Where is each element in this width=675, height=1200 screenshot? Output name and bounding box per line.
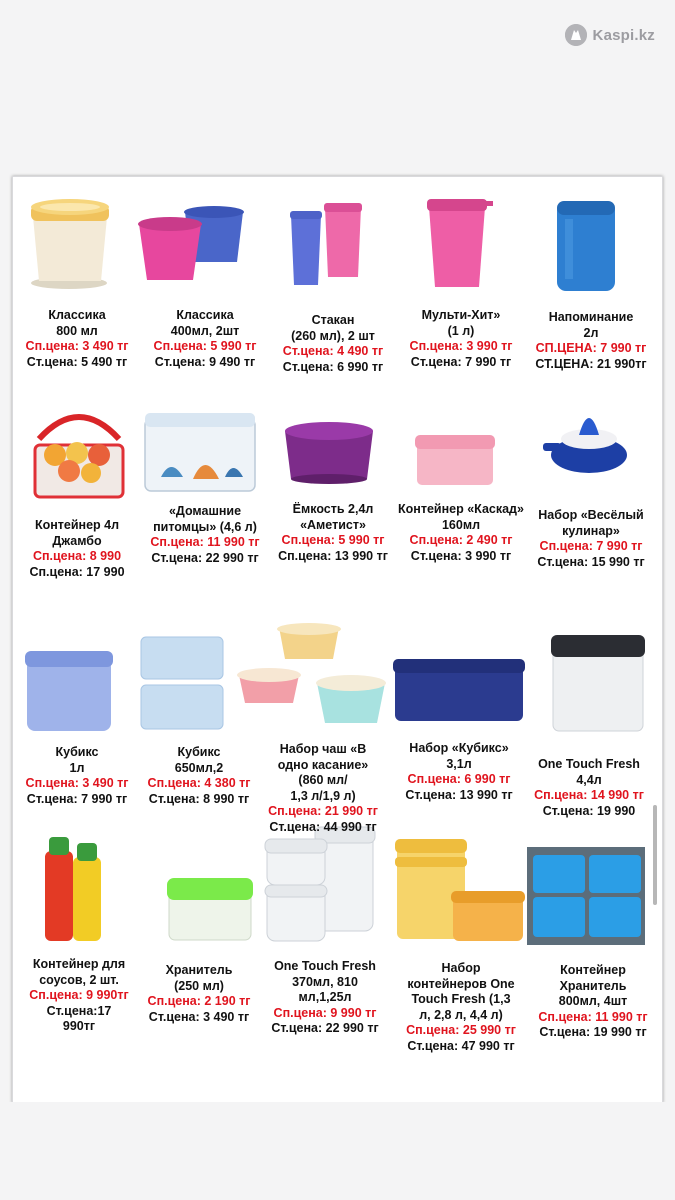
product-card-19[interactable]: [397, 961, 525, 1054]
standard-price: Ст.цена: 13 990 тг: [405, 787, 513, 802]
product-size: (250 мл): [174, 978, 224, 993]
product-size-2: л, 2,8 л, 4,4 л): [419, 1007, 503, 1022]
product-name: Стакан: [311, 313, 355, 327]
product-name: Контейнер 4л: [34, 518, 120, 532]
sauce-bottles-icon: [41, 833, 107, 945]
product-name: Ёмкость 2,4л: [292, 502, 374, 516]
product-size: 4,4л: [576, 772, 602, 787]
special-price: Сп.цена: 21 990 тг: [268, 804, 378, 818]
canister-icon: [551, 195, 621, 295]
product-size: 400мл, 2шт: [170, 323, 240, 338]
product-size: 800 мл: [56, 323, 98, 338]
product-name: Набор чаш «В: [279, 742, 367, 756]
bottom-area: [0, 1102, 675, 1200]
scrollbar[interactable]: [653, 805, 657, 905]
special-price: Сп.цена: 3 490 тг: [25, 339, 129, 353]
standard-price: Ст.цена: 19 990 тг: [539, 1025, 647, 1039]
product-card-7[interactable]: [141, 504, 269, 566]
special-price: Сп.цена: 4 380 тг: [147, 776, 251, 790]
special-price: Сп.цена: 9 990тг: [29, 988, 129, 1002]
product-name-2: контейнеров One: [407, 976, 515, 991]
standard-price: СТ.ЦЕНА: 21 990тг: [535, 356, 647, 371]
product-name: Напоминание: [548, 310, 634, 324]
standard-price: Ст.цена: 8 990 тг: [148, 791, 250, 806]
pets-box-icon: [141, 407, 259, 495]
product-card-12[interactable]: [135, 745, 263, 807]
product-size: питомцы» (4,6 л): [153, 519, 257, 534]
special-price: Сп.цена: 14 990 тг: [534, 788, 644, 802]
product-card-10[interactable]: [527, 508, 655, 570]
standard-price: Ст.цена: 6 990 тг: [282, 359, 384, 374]
product-card-5[interactable]: [527, 310, 655, 372]
purple-bowl-icon: [279, 417, 379, 487]
product-card-17[interactable]: [135, 963, 263, 1025]
tall-cup-icon: [423, 193, 498, 293]
product-name: Классика: [176, 308, 234, 322]
special-price: Сп.цена: 7 990 тг: [539, 539, 643, 553]
special-price: Сп.цена: 6 990 тг: [407, 772, 511, 786]
product-card-2[interactable]: [141, 308, 269, 370]
product-name-2: Хранитель: [559, 978, 627, 993]
product-card-20[interactable]: [529, 963, 657, 1041]
two-boxes-icon: [137, 633, 227, 733]
product-size: 160мл: [441, 517, 481, 532]
product-name: Контейнер «Каскад»: [398, 502, 524, 516]
product-size: 800мл, 4шт: [558, 994, 628, 1008]
product-name: Контейнер для: [32, 957, 126, 971]
product-size: «Аметист»: [300, 517, 366, 532]
standard-price: Ст.цена: 5 490 тг: [26, 354, 128, 369]
standard-price: Ст.цена:17: [46, 1003, 112, 1018]
catalog-card: [12, 176, 663, 1103]
product-card-3[interactable]: [269, 313, 397, 375]
standard-price: Ст.цена: 19 990: [542, 803, 636, 818]
clear-jars-icon: [263, 825, 379, 943]
product-size-2: мл,1,25л: [298, 990, 352, 1004]
blue-cube-icon: [23, 649, 115, 735]
product-name: Хранитель: [165, 963, 233, 977]
round-container-icon: [23, 195, 123, 290]
special-price: Сп.цена: 5 990 тг: [281, 533, 385, 547]
product-size: (260 мл), 2 шт: [291, 328, 375, 343]
product-name: Кубикс: [55, 745, 99, 759]
kaspi-logo-icon: [565, 24, 587, 46]
special-price: Сп.цена: 25 990 тг: [406, 1023, 516, 1037]
top-bar: [0, 0, 675, 100]
pink-box-icon: [413, 429, 497, 489]
green-lid-box-icon: [163, 872, 257, 944]
fruit-basket-icon: [25, 399, 133, 507]
product-card-6[interactable]: [13, 518, 141, 580]
product-name: Мульти-Хит»: [421, 308, 501, 322]
product-size: соусов, 2 шт.: [39, 972, 119, 987]
standard-price: Ст.цена: 44 990 тг: [269, 819, 377, 834]
product-size: 3,1л: [446, 756, 472, 771]
bowls-icon: [135, 202, 250, 292]
standard-price: Ст.цена: 15 990 тг: [537, 554, 645, 569]
product-card-9[interactable]: [393, 502, 529, 564]
product-name: Кубикс: [177, 745, 221, 759]
product-name: «Домашние: [168, 504, 242, 518]
product-card-16[interactable]: [15, 957, 143, 1035]
standard-price-2: 990тг: [62, 1019, 96, 1033]
standard-price: Ст.цена: 7 990 тг: [410, 354, 512, 369]
standard-price: Ст.цена: 3 990 тг: [410, 548, 512, 563]
long-box-icon: [393, 657, 525, 723]
product-card-1[interactable]: [13, 308, 141, 370]
product-name: One Touch Fresh: [274, 959, 376, 973]
special-price: Сп.цена: 11 990 тг: [150, 535, 260, 549]
bowl-set-icon: [235, 623, 387, 729]
product-size: (860 мл/: [298, 773, 348, 787]
product-size: Джамбо: [52, 533, 102, 548]
blue-stack-icon: [527, 847, 645, 945]
clear-box-icon: [547, 629, 649, 735]
kaspi-logo[interactable]: [565, 24, 655, 46]
standard-price: Сп.цена: 13 990 тг: [278, 548, 388, 563]
special-price: Сп.цена: 3 490 тг: [25, 776, 129, 790]
standard-price: Ст.цена: 22 990 тг: [151, 550, 259, 565]
brand-name: Kaspi.kz: [592, 26, 655, 44]
product-size: 2л: [583, 325, 599, 340]
product-size: 370мл, 810: [292, 974, 358, 989]
product-card-11[interactable]: [13, 745, 141, 807]
standard-price: Ст.цена: 47 990 тг: [407, 1038, 515, 1053]
standard-price: Ст.цена: 22 990 тг: [271, 1021, 379, 1035]
product-name: One Touch Fresh: [538, 757, 640, 771]
special-price: Сп.цена: 3 990 тг: [409, 339, 513, 353]
product-card-14[interactable]: [391, 741, 527, 803]
product-name: Набор «Весёлый: [538, 508, 644, 522]
cups-icon: [285, 201, 375, 291]
product-name: Классика: [48, 308, 106, 322]
special-price: Сп.цена: 9 990 тг: [273, 1005, 377, 1020]
special-price: Сп.цена: 5 990 тг: [153, 339, 257, 353]
standard-price: Ст.цена: 7 990 тг: [26, 791, 128, 806]
product-card-8[interactable]: [269, 502, 397, 564]
standard-price: Ст.цена: 9 490 тг: [154, 354, 256, 369]
product-card-4[interactable]: [397, 308, 525, 370]
product-size: (1 л): [447, 323, 475, 338]
special-price: Сп.цена: 8 990: [32, 549, 122, 563]
product-name-2: одно касание»: [277, 757, 369, 772]
product-size: кулинар»: [562, 523, 620, 538]
product-card-15[interactable]: [525, 757, 653, 819]
product-name: Набор «Кубикс»: [409, 741, 509, 755]
special-price: Ст.цена: 4 490 тг: [282, 344, 384, 358]
product-name: Контейнер: [560, 963, 626, 977]
product-size: 1л: [69, 760, 85, 775]
product-card-13[interactable]: [259, 742, 387, 835]
product-size-2: 1,3 л/1,9 л): [290, 788, 356, 803]
product-size: 650мл,2: [174, 760, 224, 775]
special-price: Сп.цена: 2 190 тг: [147, 994, 251, 1008]
juicer-icon: [539, 399, 639, 477]
special-price: Сп.цена: 11 990 тг: [538, 1009, 648, 1024]
special-price: Сп.цена: 2 490 тг: [409, 533, 513, 547]
product-card-18[interactable]: [261, 959, 389, 1037]
product-name: Набор: [441, 961, 481, 975]
standard-price: Сп.цена: 17 990: [29, 564, 125, 579]
special-price: СП.ЦЕНА: 7 990 тг: [535, 341, 647, 355]
product-size: Touch Fresh (1,3: [411, 992, 511, 1006]
standard-price: Ст.цена: 3 490 тг: [148, 1009, 250, 1024]
yellow-boxes-icon: [393, 837, 525, 947]
